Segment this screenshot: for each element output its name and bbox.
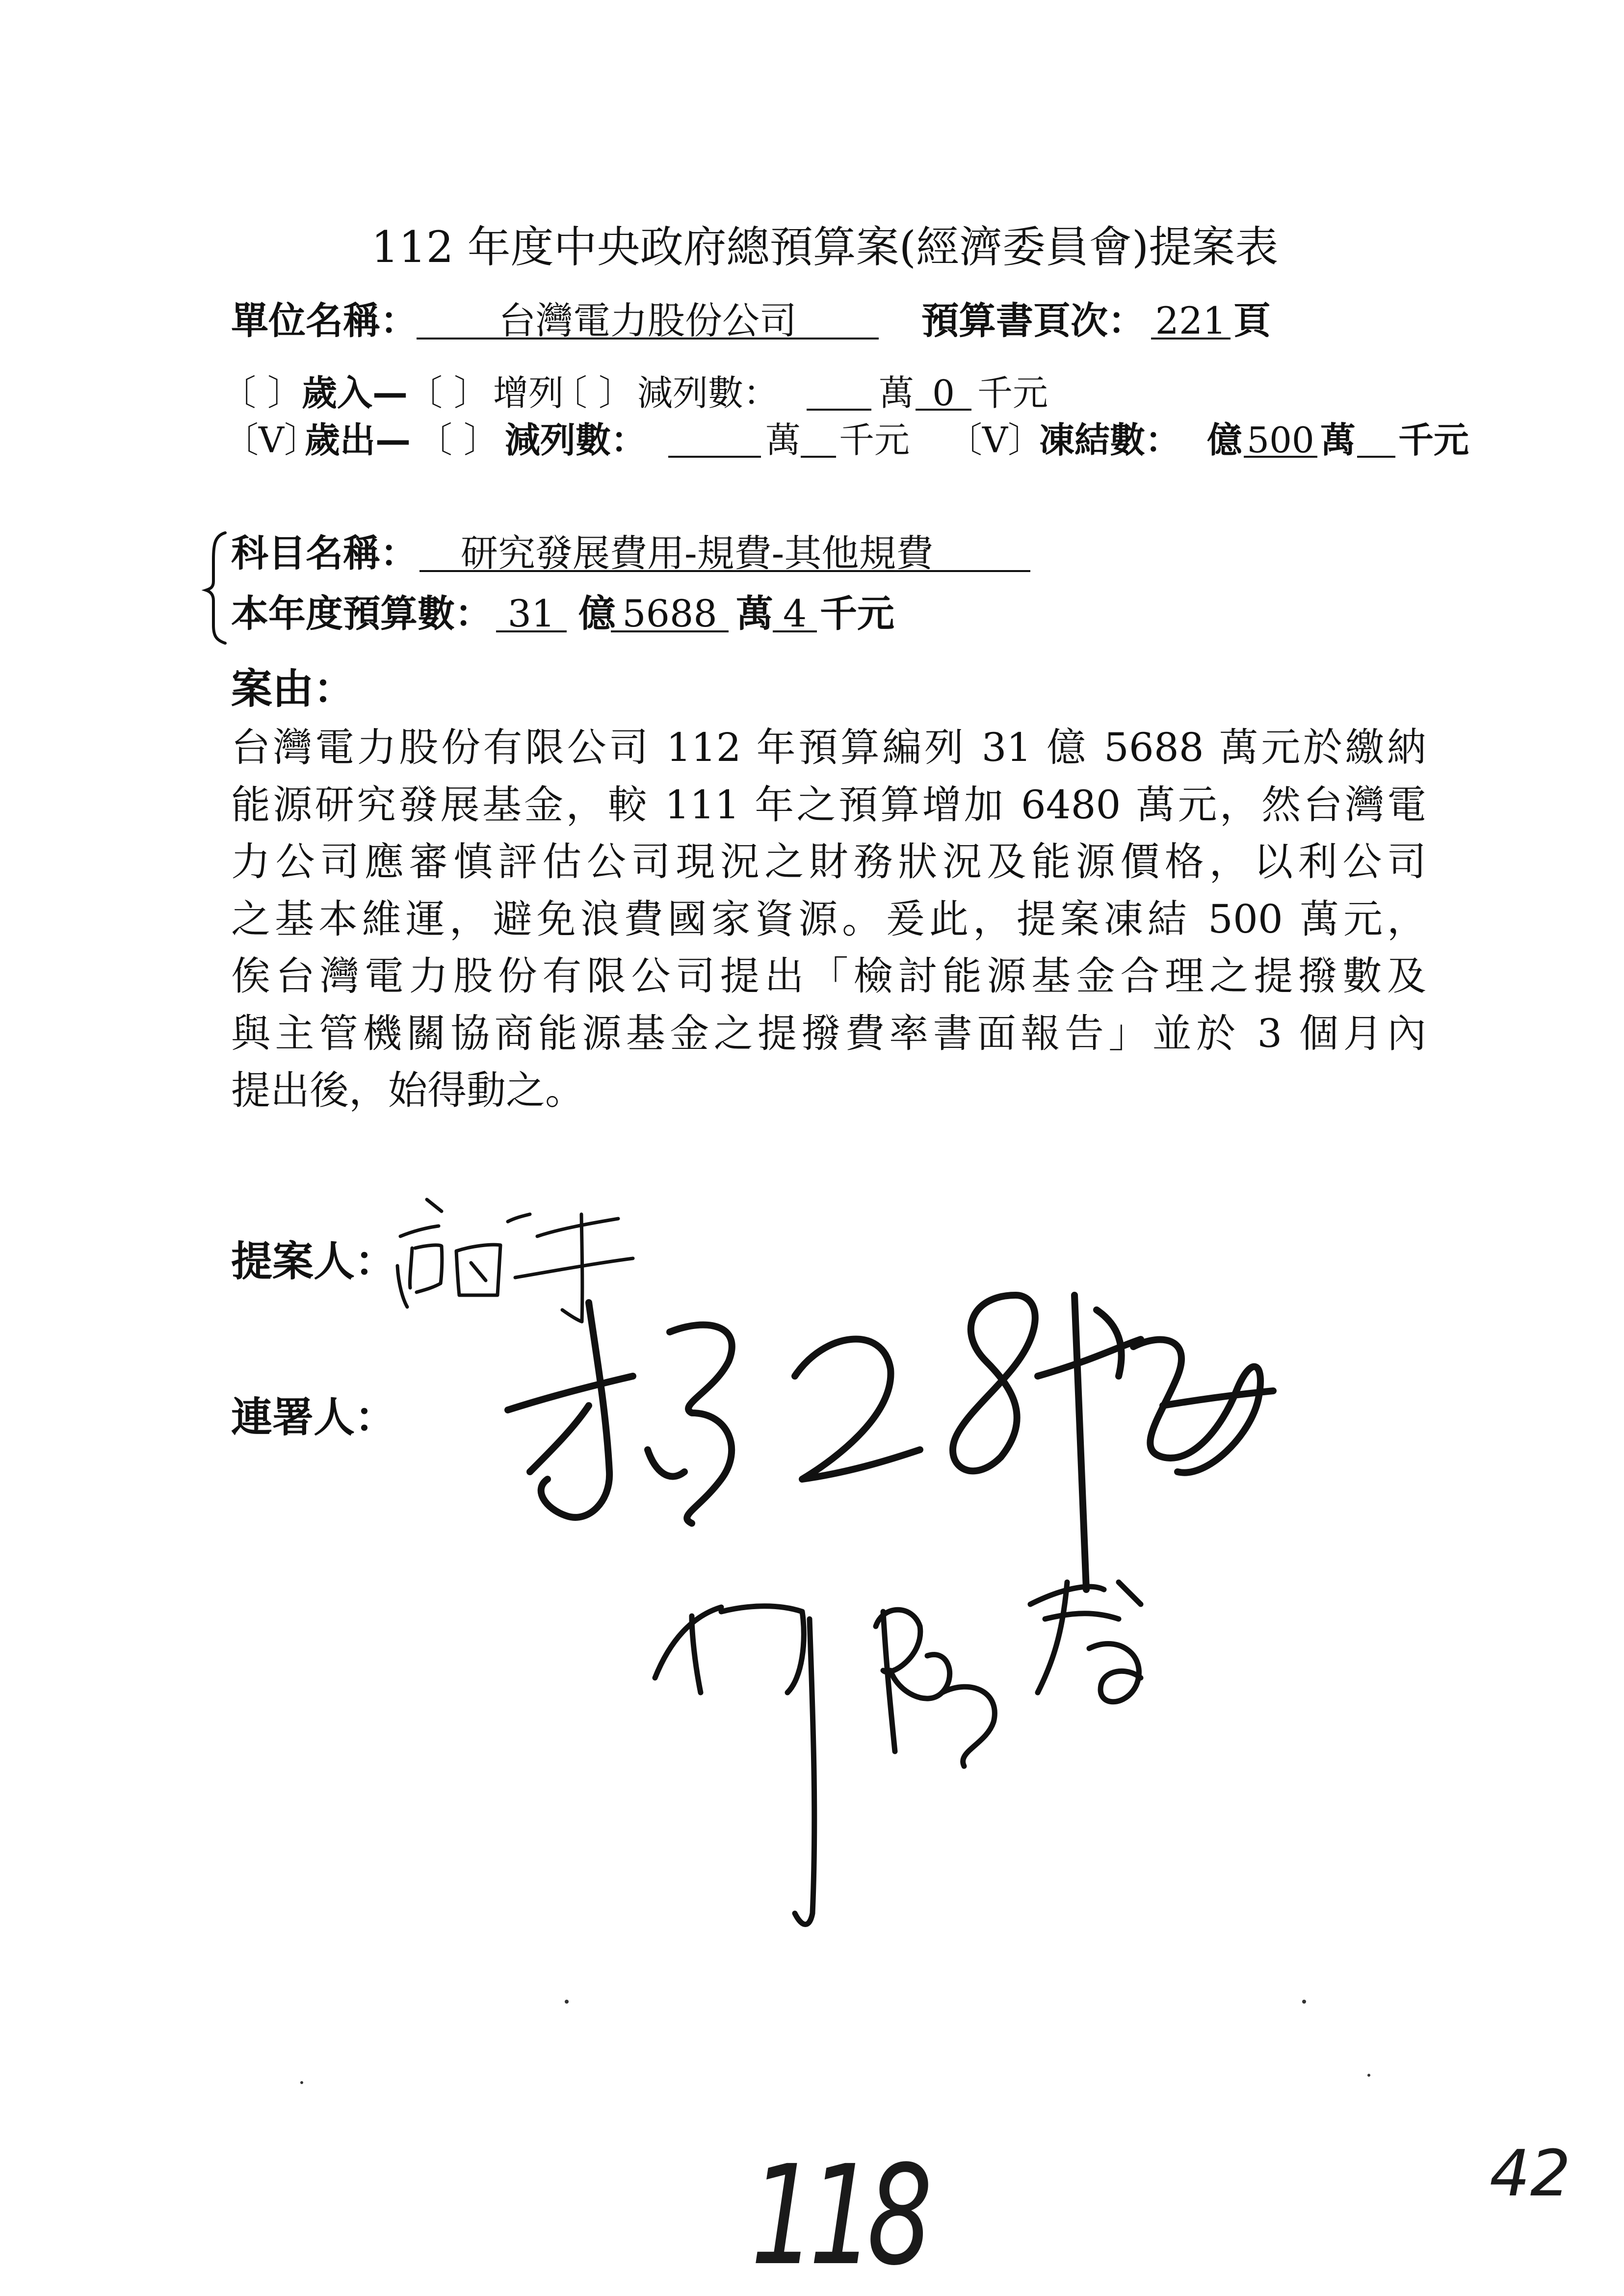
expenditure-qian-unit: 千元 [839,419,910,461]
reason-line: 與主管機關協商能源基金之提撥費率書面報告」並於 3 個月內 [231,1010,1426,1056]
freeze-qian-field [1357,422,1395,458]
freeze-qian-unit: 千元 [1398,419,1469,461]
freeze-wan-unit: 萬 [1320,419,1356,461]
proposer-label: 提案人： [231,1237,396,1285]
cosigner-signature-1 [508,1295,1273,1590]
revenue-qian-field: 0 [916,375,971,411]
signature-stroke [942,1687,995,1766]
expenditure-label: 歲出— [305,419,411,461]
expenditure-qian-field [801,422,836,458]
page-ref-field: 221 [1151,302,1231,339]
scan-specks [300,2000,1370,2084]
freeze-wan-field: 500 [1244,422,1317,458]
reason-line: 能源研究發展基金，較 111 年之預算增加 6480 萬元，然台灣電 [231,782,1426,828]
scan-speck [1302,2000,1306,2004]
expenditure-decrease-checkbox: 〔 〕 [417,419,499,461]
subject-row [0,531,1624,575]
budget-qian-field: 4 [773,595,817,632]
decrease-checkbox: 〔 〕 [552,372,634,414]
freeze-yi-unit: 億 [1207,419,1243,461]
expenditure-row [0,419,1624,461]
freeze-checkbox: 〔V〕 [947,419,1043,461]
signature-stroke [1074,1295,1086,1590]
signature-stroke [427,1200,442,1211]
subject-label: 科目名稱： [231,531,418,575]
budget-wan-unit: 萬 [736,592,773,635]
budget-yi-unit: 億 [578,592,616,635]
expenditure-decrease-label: 減列數： [505,419,647,461]
scan-speck [300,2081,303,2084]
revenue-row [0,372,1624,414]
decrease-label: 減列數： [637,372,779,414]
revenue-qian-unit: 千元 [977,372,1048,414]
budget-label: 本年度預算數： [231,592,492,635]
signature-stroke [876,1610,950,1698]
expenditure-checkbox: 〔V〕 [223,419,319,461]
sheet-number: 42 [1490,2136,1571,2211]
signature-stroke [1038,1339,1141,1376]
budget-yi-field: 31 [496,595,567,632]
reason-text [231,719,1426,1120]
expenditure-wan-unit: 萬 [765,419,801,461]
signature-stroke [400,1226,439,1236]
increase-label: 增列 [493,372,564,414]
revenue-checkbox: 〔 〕 [221,372,303,414]
signature-stroke [1119,1582,1141,1604]
page-title: 112 年度中央政府總預算案(經濟委員會)提案表 [371,222,1279,272]
page-ref-suffix: 頁 [1233,299,1271,342]
reason-label: 案由： [231,665,355,713]
revenue-wan-field [807,375,871,411]
cosigner-row [0,1393,1624,1441]
reason-line: 提出後，始得動之。 [231,1068,584,1113]
signature-stroke [648,1450,684,1476]
proposer-row [0,1237,1624,1285]
signature-stroke [721,1606,804,1693]
signature-stroke [795,1619,814,1925]
signature-stroke [655,1607,721,1693]
cosigner-signature-2 [655,1582,1141,1925]
scan-speck [1367,2074,1370,2077]
freeze-label: 凍結數： [1039,419,1181,461]
unit-name-field: 台灣電力股份公司 [417,302,879,339]
reason-line: 俟台灣電力股份有限公司提出「檢討能源基金合理之提撥數及 [231,953,1426,999]
cosigner-label: 連署人： [231,1393,396,1441]
reason-heading-row [0,665,1624,713]
reason-line: 之基本維運，避免浪費國家資源。爰此，提案凍結 500 萬元， [231,896,1426,942]
unit-label: 單位名稱： [231,299,418,342]
signature-stroke [1030,1582,1141,1702]
subject-name-field: 研究發展費用-規費-其他規費 [419,535,1030,572]
revenue-label: 歲入— [302,372,408,414]
unit-row [0,299,1624,342]
scan-speck [565,2000,569,2004]
page-ref-label: 預算書頁次： [921,299,1145,342]
budget-wan-field: 5688 [611,595,729,632]
signature-stroke [953,1295,1035,1471]
expenditure-wan-field [668,422,761,458]
revenue-wan-unit: 萬 [879,372,915,414]
reason-line: 力公司應審慎評估公司現況之財務狀況及能源價格，以利公司 [231,839,1426,885]
signature-stroke [1097,1310,1122,1376]
reason-line: 台灣電力股份有限公司 112 年預算編列 31 億 5688 萬元於繳納 [231,725,1426,770]
increase-checkbox: 〔 〕 [407,372,489,414]
signature-stroke [883,1612,895,1751]
budget-qian-unit: 千元 [820,592,894,635]
budget-row [0,592,1624,635]
page-number: 118 [751,2136,925,2296]
